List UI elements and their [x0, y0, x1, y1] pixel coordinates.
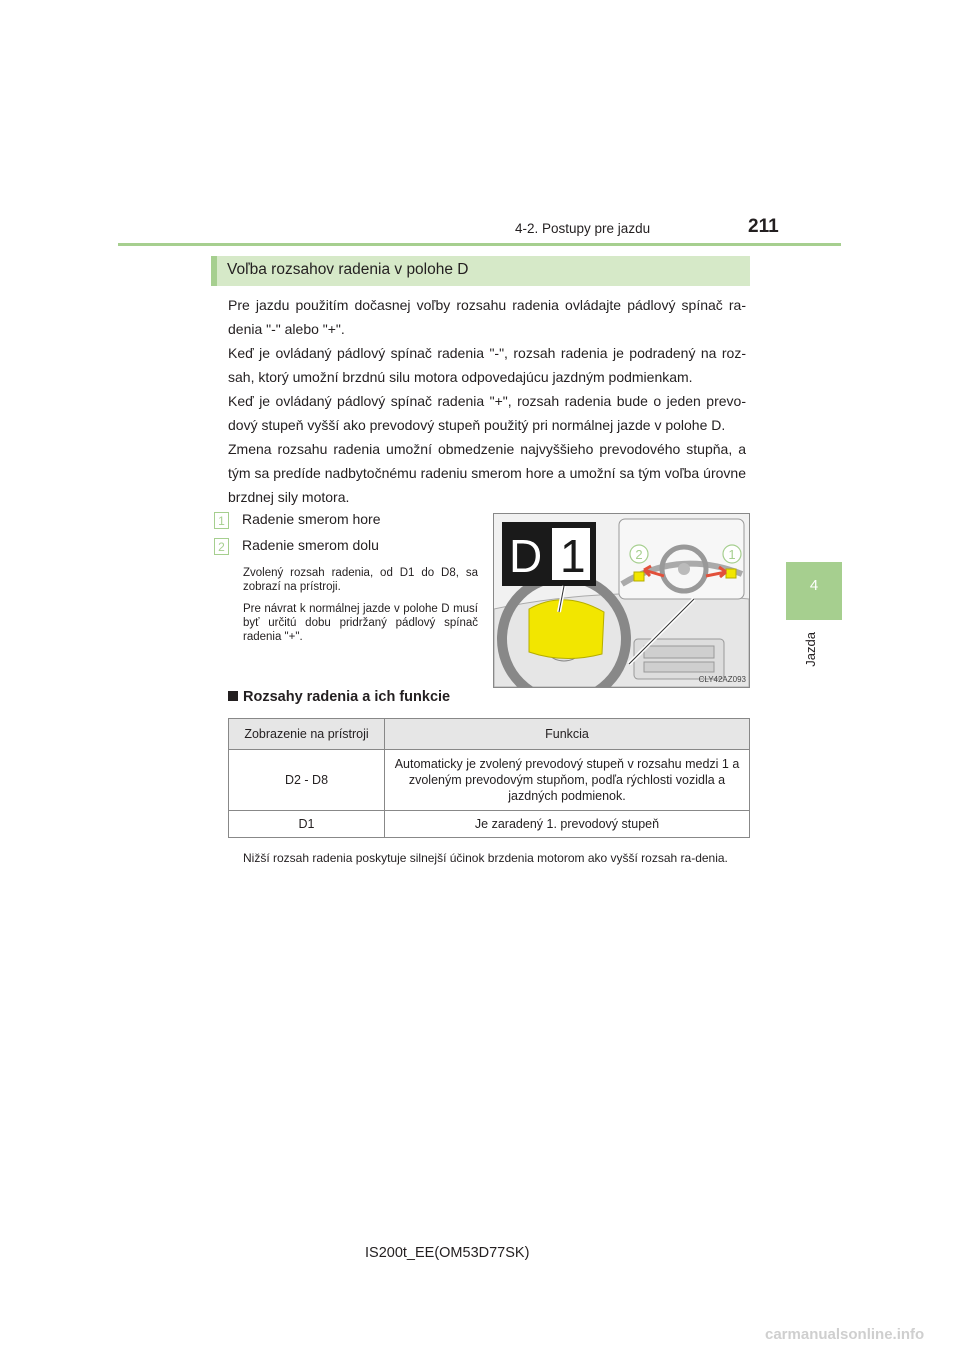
item-number-badge: 1 — [214, 512, 229, 529]
callout-1: 1 — [728, 547, 736, 562]
table-cell: Automaticky je zvolený prevodový stupeň v rozsahu medzi 1 a zvoleným prevodovým stupňom, podľa rýchlosti vozidla a jazdných podmienok. — [385, 750, 750, 811]
table-row — [229, 750, 750, 811]
table-cell: D1 — [229, 811, 385, 838]
item-label: Radenie smerom dolu — [242, 537, 379, 553]
subheading — [228, 689, 450, 705]
paragraph: Keď je ovládaný pádlový spínač radenia "-", rozsah radenia je podradený na roz-sah, ktorý umožní brzdnú silu motora odpovedajúcu jazdným podmienkam. — [228, 345, 746, 385]
footnote: Nižší rozsah radenia poskytuje silnejší účinok brzdenia motorom ako vyšší rozsah ra-denia. — [243, 851, 728, 865]
table-header-row — [229, 719, 750, 750]
callout-2: 2 — [635, 547, 643, 562]
paragraph: Zmena rozsahu radenia umožní obmedzenie najvyššieho prevodového stupňa, a tým sa predíde nadbytočnému radeniu smerom hore a umožní sa tým voľba úrovne brzdnej sily motora. — [228, 441, 746, 505]
note: Pre návrat k normálnej jazde v polohe D musí byť určitú dobu pridržaný pádlový spínač radenia "+". — [243, 603, 478, 643]
display-digit: 1 — [560, 530, 586, 582]
subheading-text: Rozsahy radenia a ich funkcie — [243, 689, 451, 705]
section-header — [211, 256, 750, 286]
paragraph: Keď je ovládaný pádlový spínač radenia "+", rozsah radenia bude o jeden prevo-dový stupeň vyšší ako prevodový stupeň použitý pri normálnej jazde v polohe D. — [228, 393, 746, 433]
table-header-cell: Funkcia — [385, 719, 750, 750]
figure-code: CLY42AZ093 — [698, 675, 746, 684]
note: Zvolený rozsah radenia, od D1 do D8, sa zobrazí na prístroji. — [243, 567, 478, 593]
table-row — [229, 811, 750, 838]
item-label: Radenie smerom hore — [242, 511, 381, 527]
chapter-label: Jazda — [803, 632, 818, 667]
table-cell: Je zaradený 1. prevodový stupeň — [385, 811, 750, 838]
header-rule — [118, 243, 841, 246]
page-number: 211 — [748, 216, 779, 237]
chapter-number: 4 — [809, 577, 819, 594]
steering-wheel-drawing — [494, 514, 749, 687]
gear-range-table — [228, 718, 750, 838]
watermark: carmanualsonline.info — [765, 1326, 925, 1343]
steering-wheel-illustration — [493, 513, 750, 688]
paragraph: Pre jazdu použitím dočasnej voľby rozsahu radenia ovládajte pádlový spínač ra-denia "-" alebo "+". — [228, 297, 746, 337]
display-letter: D — [509, 530, 543, 582]
table-header-cell: Zobrazenie na prístroji — [229, 719, 385, 750]
table-cell: D2 - D8 — [229, 750, 385, 811]
section-title: Voľba rozsahov radenia v polohe D — [227, 261, 469, 278]
item-number-badge: 2 — [214, 538, 229, 555]
running-header-section: 4-2. Postupy pre jazdu — [515, 221, 651, 236]
document-code-footer: IS200t_EE(OM53D77SK) — [365, 1245, 530, 1261]
square-bullet-icon — [228, 691, 238, 701]
